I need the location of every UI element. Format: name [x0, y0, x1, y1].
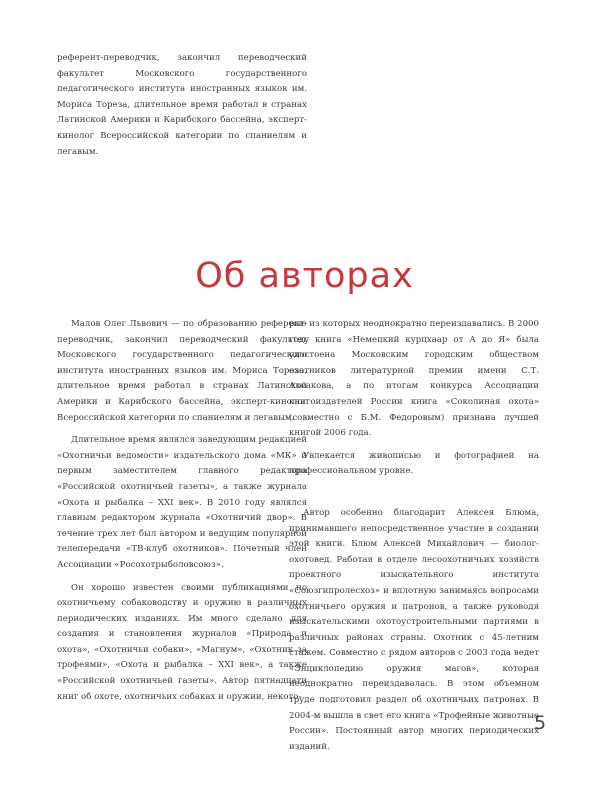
paragraph-books-awards: рые из которых неоднократно переиздавались. В 2000 году книга «Немецкий курцхаар от А до Я» была удостоена Московским городским обществом охотников литературной премии имени С.Т. Аксакова, а по итогам конкурса Ассоциации книгоиздателей России книга «Соколиная охота» (совместно с Б.М. Федоровым) признана лучшей книгой 2006 года.: [289, 319, 539, 439]
page-title: Об авторах: [195, 256, 414, 296]
paragraph-malov-publications: Он хорошо известен своими публикациями по охотничьему собаководству и оружию в различных периодических изданиях. Им много сделано для создания и становления журналов «Природа и охота», «Охотничьи собаки», «Магнум», «Охотник за трофеями», «Охота и рыбалка – XXI век», а также «Российской охотничьей газеты». Автор пятнадцати книг об охоте, охотничьих собаках и оружии, некото-: [57, 582, 307, 702]
left-column: [57, 317, 307, 705]
right-column: [289, 317, 539, 755]
paragraph-hobbies: Увлекается живописью и фотографией на профессиональном уровне.: [289, 450, 539, 477]
top-continuation-column: [57, 51, 307, 160]
paragraph-malov-intro: Малов Олег Львович — по образованию референт-переводчик, закончил переводческий факультет Московского государственного педагогического института иностранных языков им. Мориса Тореза, длительное время работал в странах Латинской Америки и Карибского бассейна, эксперт-кинолог Всероссийской категории по спаниелям и легавым.: [57, 319, 307, 423]
top-continuation-paragraph: референт-переводчик, закончил переводческий факультет Московского государственного педагогического института иностранных языков им. Мориса Тореза, длительное время работал в странах Латинской Америки и Карибского бассейна, эксперт-кинолог Всероссийской категории по спаниелям и легавым.: [57, 53, 307, 157]
paragraph-blum: Автор особенно благодарит Алексея Блюма, принимавшего непосредственное участие в создании этой книги. Блюм Алексей Михайлович — биолог-охотовед. Работая в отделе лесоохотничьих хозяйств проектного изыскательного института «Союзгипролесхоз» и вплотную занимаясь вопросами охотничьего оружия и патронов, а также руководя изыскательскими охотоустроительными партиями в различных районах страны. Охотник с 45-летним стажем. Совместно с рядом авторов с 2003 года ведет «Энциклопедию оружия магов», которая неоднократно переиздавалась. В этом объемном труде подготовил раздел об охотничьих патронах. В 2004-м вышла в свет его книга «Трофейные животные России». Постоянный автор многих периодических изданий.: [289, 507, 539, 752]
page-number: 5: [534, 712, 547, 734]
paragraph-malov-career: Длительное время являлся заведующим редакцией «Охотничьи ведомости» издательского дома «МК» и первым заместителем главного редактора «Российской охотничьей газеты», а также журнала «Охота и рыбалка – XXI век». В 2010 году являлся главным редактором журнала «Охотничий двор». В течение трех лет был автором и ведущим популярной телепередачи «ТВ-клуб охотников». Почетный член Ассоциации «Росохотрыболовсоюз».: [57, 435, 307, 570]
